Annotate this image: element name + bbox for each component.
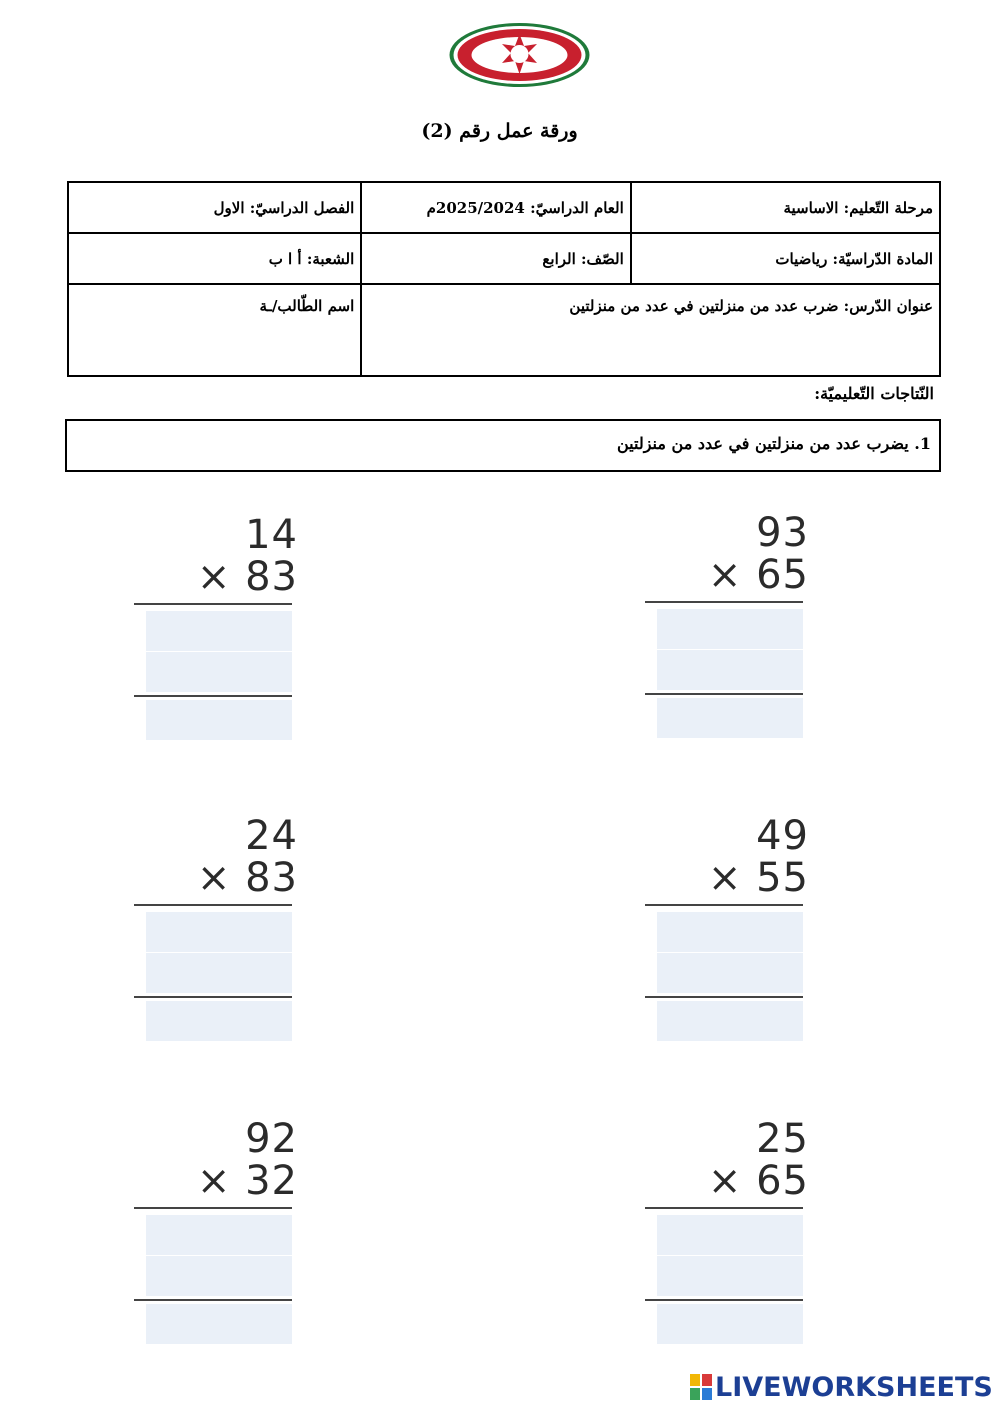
liveworksheets-icon <box>690 1374 712 1400</box>
rule-line <box>645 996 803 998</box>
partial-product-1-input[interactable] <box>146 611 292 651</box>
final-product-input[interactable] <box>146 1304 292 1344</box>
rule-line <box>645 1299 803 1301</box>
student-name-cell: اسم الطّالب/ـة <box>68 284 361 376</box>
multiplier: × 83 <box>196 855 298 901</box>
partial-product-2-input[interactable] <box>146 652 292 692</box>
final-product-input[interactable] <box>146 700 292 740</box>
partial-product-1-input[interactable] <box>146 912 292 952</box>
multiplier: × 65 <box>707 1158 809 1204</box>
partial-product-2-input[interactable] <box>657 650 803 690</box>
year-cell: العام الدراسيّ: 2025/2024م <box>361 182 630 233</box>
liveworksheets-logo <box>690 1373 993 1401</box>
partial-product-1-input[interactable] <box>146 1215 292 1255</box>
multiplier: × 32 <box>196 1158 298 1204</box>
partial-product-2-input[interactable] <box>657 1256 803 1296</box>
multiplier: × 65 <box>707 552 809 598</box>
final-product-input[interactable] <box>657 1304 803 1344</box>
partial-product-2-input[interactable] <box>657 953 803 993</box>
partial-product-2-input[interactable] <box>146 1256 292 1296</box>
semester-cell: الفصل الدراسيّ: الاول <box>68 182 361 233</box>
multiplicand: 93 <box>756 510 809 556</box>
multiplier: × 55 <box>707 855 809 901</box>
multiplicand: 92 <box>245 1116 298 1162</box>
rule-line <box>645 601 803 603</box>
info-table <box>67 181 941 377</box>
multiplier: × 83 <box>196 554 298 600</box>
rule-line <box>645 693 803 695</box>
outcome-item: 1. يضرب عدد من منزلتين في عدد من منزلتين <box>617 434 931 453</box>
rule-line <box>134 1299 292 1301</box>
problem-5 <box>134 1116 304 1359</box>
problem-3 <box>134 813 304 1056</box>
liveworksheets-brand: LIVEWORKSHEETS <box>715 1371 993 1403</box>
multiplicand: 25 <box>756 1116 809 1162</box>
worksheet-title: ورقة عمل رقم (2) <box>421 120 578 142</box>
final-product-input[interactable] <box>146 1001 292 1041</box>
rule-line <box>134 695 292 697</box>
section-cell: الشعبة: أ ا ب <box>68 233 361 284</box>
rule-line <box>645 1207 803 1209</box>
problem-6 <box>645 1116 815 1359</box>
school-logo <box>448 22 591 88</box>
outcome-box <box>65 419 941 472</box>
final-product-input[interactable] <box>657 1001 803 1041</box>
problem-1 <box>134 512 304 755</box>
grade-cell: الصّف: الرابع <box>361 233 630 284</box>
stage-cell: مرحلة التّعليم: الاساسية <box>631 182 940 233</box>
lesson-title-cell: عنوان الدّرس: ضرب عدد من منزلتين في عدد من منزلتين <box>361 284 940 376</box>
problem-4 <box>645 813 815 1056</box>
partial-product-2-input[interactable] <box>146 953 292 993</box>
partial-product-1-input[interactable] <box>657 1215 803 1255</box>
outcomes-label: النّتاجات التّعليميّة: <box>814 384 934 403</box>
rule-line <box>134 996 292 998</box>
rule-line <box>134 603 292 605</box>
multiplicand: 24 <box>245 813 298 859</box>
rule-line <box>134 904 292 906</box>
final-product-input[interactable] <box>657 698 803 738</box>
subject-cell: المادة الدّراسيّة: رياضيات <box>631 233 940 284</box>
rule-line <box>134 1207 292 1209</box>
partial-product-1-input[interactable] <box>657 609 803 649</box>
partial-product-1-input[interactable] <box>657 912 803 952</box>
multiplicand: 49 <box>756 813 809 859</box>
multiplicand: 14 <box>245 512 298 558</box>
problem-2 <box>645 510 815 753</box>
rule-line <box>645 904 803 906</box>
